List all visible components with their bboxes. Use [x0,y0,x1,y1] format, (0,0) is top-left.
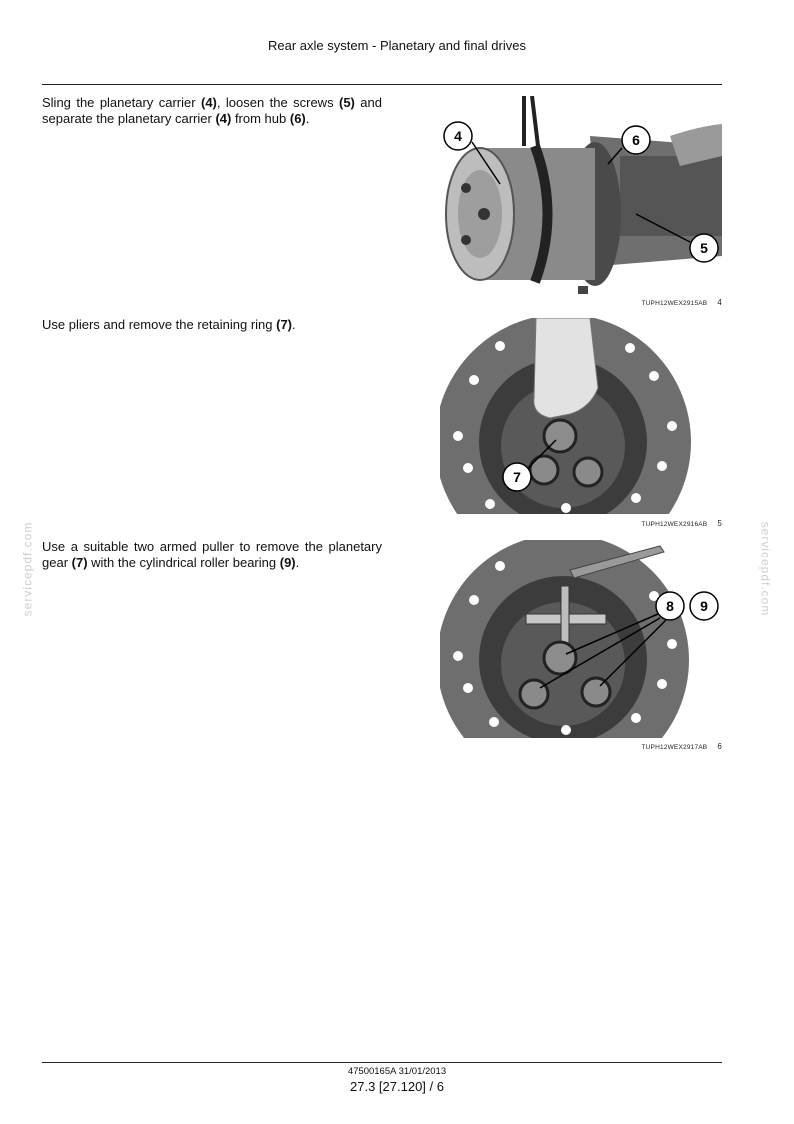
figure-5 [440,318,722,530]
svg-text:4: 4 [454,128,462,144]
step-ref: (9) [279,555,296,570]
step-ref: (5) [339,95,355,110]
watermark-left: servicepdf.com [20,521,35,617]
step-ref: (7) [71,555,88,570]
figure-code: TUPH12WEX2916AB [641,521,708,528]
step-text-run: Use a suitable two armed puller to remove the planetary gear [42,539,382,570]
step-text-run: . [305,111,310,126]
figure-4 [440,96,722,312]
step-text-run: with the cylindrical roller bearing [87,555,280,570]
step-1-text [42,95,382,127]
watermark-right: servicepdf.com [758,521,773,617]
svg-text:6: 6 [632,132,640,148]
figure-6 [440,540,722,755]
step-text-run: from hub [231,111,290,126]
svg-text:8: 8 [666,598,674,614]
footer-doc-code: 47500165A 31/01/2013 [347,1066,447,1077]
step-text-run: . [292,317,296,332]
step-text-run: , loosen the screws [216,95,339,110]
figure-code: TUPH12WEX2917AB [641,744,708,751]
step-ref: (7) [276,317,293,332]
step-3-text [42,539,382,571]
callout-9 [690,592,718,620]
step-text-run: . [295,555,300,570]
header-rule [42,84,722,85]
svg-text:5: 5 [700,240,708,256]
step-ref: (4) [200,95,217,110]
figure-6-photo [440,540,722,738]
footer-rule [42,1062,722,1063]
step-2-text [42,317,382,333]
svg-text:9: 9 [700,598,708,614]
figure-caption [641,742,722,751]
figure-number: 4 [717,298,722,307]
step-text-run: Sling the planetary carrier [42,95,201,110]
svg-text:7: 7 [513,469,521,485]
figure-5-photo [440,318,722,514]
figure-number: 6 [717,742,722,751]
step-text-run: Use pliers and remove the retaining ring [42,317,277,332]
step-text-run: and separate the planetary carrier [42,95,382,126]
step-ref: (6) [289,111,306,126]
figure-4-photo [440,96,722,294]
step-ref: (4) [215,111,232,126]
figure-caption [641,519,722,528]
figure-caption [641,298,722,307]
page-header-title: Rear axle system - Planetary and final drives [268,38,526,53]
figure-code: TUPH12WEX2915AB [641,300,708,307]
figure-number: 5 [717,519,722,528]
footer-page-number: 27.3 [27.120] / 6 [350,1079,444,1094]
